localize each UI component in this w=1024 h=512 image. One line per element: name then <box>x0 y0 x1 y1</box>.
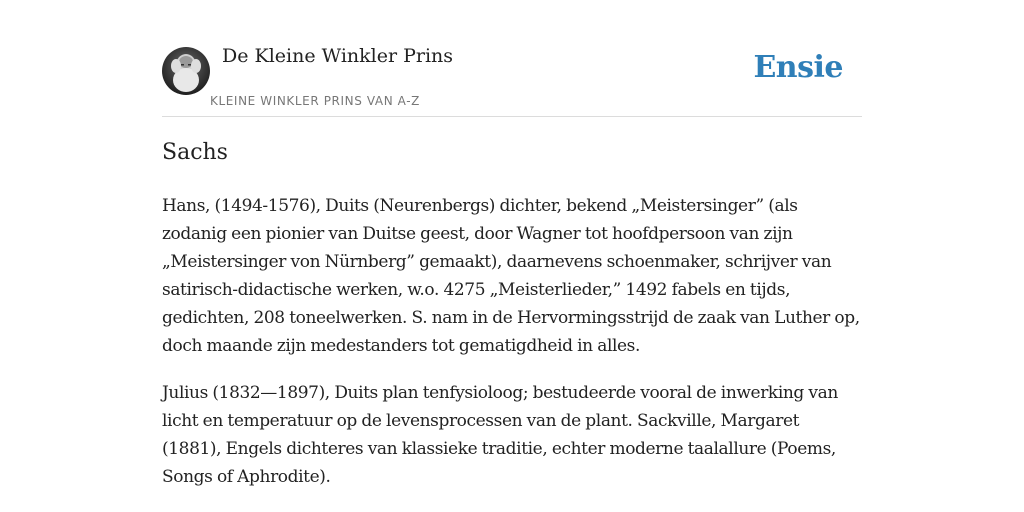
entry-body <box>162 192 862 510</box>
brand-logo[interactable]: Ensie <box>753 50 843 85</box>
book-title-link[interactable]: De Kleine Winkler Prins <box>222 45 454 67</box>
entry-title: Sachs <box>162 140 228 165</box>
entry-paragraph: Julius (1832—1897), Duits plan tenfysioloog; bestudeerde vooral de inwerking van licht en temperatuur op de levensprocessen van de plant. Sackville, Margaret (1881), Engels dichteres van klassieke traditie, echter moderne taalallure (Poems, Songs of Aphrodite). <box>162 383 838 487</box>
author-portrait-icon[interactable] <box>162 47 210 95</box>
entry-paragraph: Hans, (1494-1576), Duits (Neurenbergs) dichter, bekend „Meistersinger” (als zodanig een pionier van Duitse geest, door Wagner tot hoofdpersoon van zijn „Meistersinger von Nürnberg” gemaakt), daarnevens schoenmaker, schrijver van satirisch-didactische werken, w.o. 4275 „Meisterlieder,” 1492 fabels en tijds, gedichten, 208 toneelwerken. S. nam in de Hervormingsstrijd de zaak van Luther op, doch maande zijn medestanders tot gematigdheid in alles. <box>162 196 860 356</box>
book-subtitle-link[interactable]: KLEINE WINKLER PRINS VAN A-Z <box>210 94 420 108</box>
page <box>162 0 862 512</box>
header <box>162 0 862 117</box>
